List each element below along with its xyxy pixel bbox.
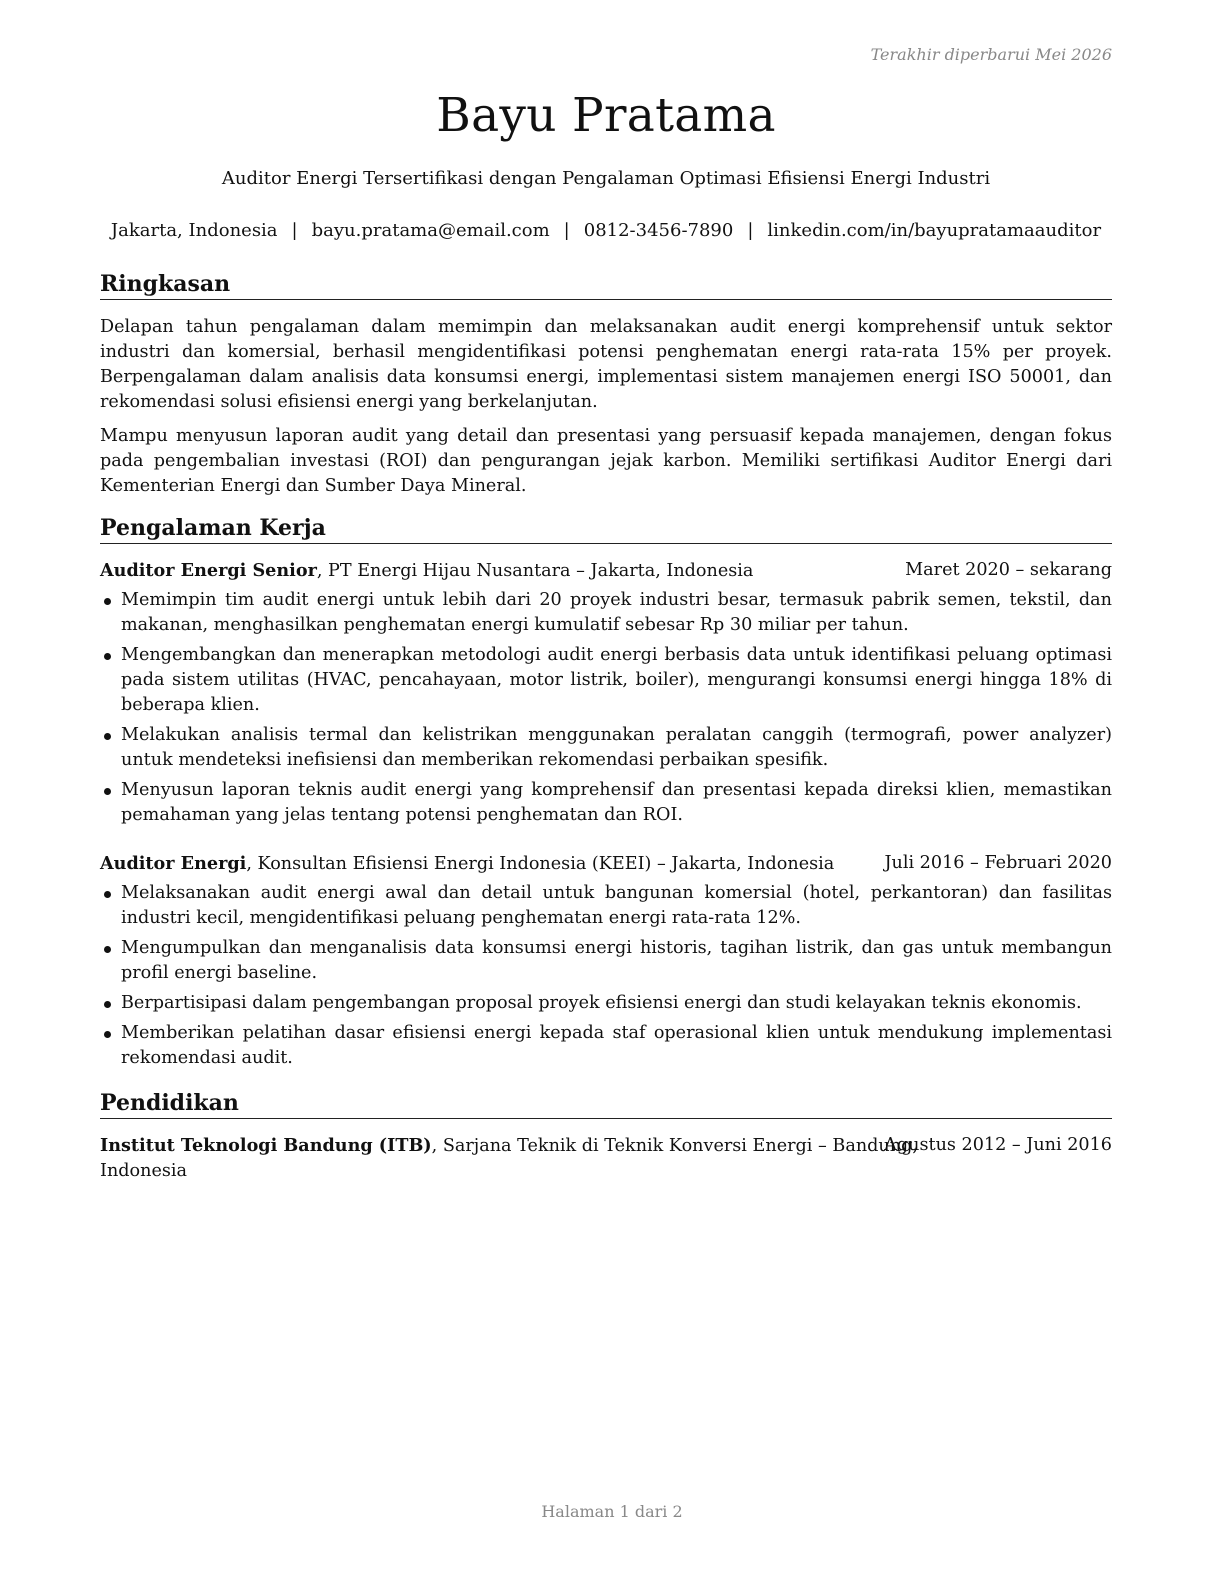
bullet-dot-icon: [104, 733, 111, 740]
bullet-dot-icon: [104, 788, 111, 795]
contact-separator: |: [747, 220, 754, 241]
education-line-2: Indonesia: [100, 1161, 188, 1181]
bullet-item: Mengembangkan dan menerapkan metodologi audit energi berbasis data untuk identifikasi peluang optimasi pada sistem utilitas (HVAC, pencahayaan, motor listrik, boiler), mengurangi konsumsi energi hingga 18% di beberapa klien.: [100, 643, 1112, 718]
summary-paragraph-2: Mampu menyusun laporan audit yang detail dan presentasi yang persuasif kepada manajemen, dengan fokus pada pengembalian investasi (ROI) dan pengurangan jejak karbon. Memiliki sertifikasi Auditor Energi dari Kementerian Energi dan Sumber Daya Mineral.: [100, 426, 1112, 496]
job-organization: , PT Energi Hijau Nusantara – Jakarta, Indonesia: [316, 561, 754, 581]
job-dates: Juli 2016 – Februari 2020: [884, 853, 1112, 873]
bullet-dot-icon: [104, 653, 111, 660]
job-bullets: [100, 588, 1112, 833]
bullet-item: Memimpin tim audit energi untuk lebih dari 20 proyek industri besar, termasuk pabrik semen, tekstil, dan makanan, menghasilkan penghematan energi kumulatif sebesar Rp 30 miliar per tahun.: [100, 588, 1112, 638]
bullet-dot-icon: [104, 1001, 111, 1008]
bullet-item: Menyusun laporan teknis audit energi yang komprehensif dan presentasi kepada direksi klien, memastikan pemahaman yang jelas tentang potensi penghematan dan ROI.: [100, 778, 1112, 828]
bullet-item: Memberikan pelatihan dasar efisiensi energi kepada staf operasional klien untuk mendukung implementasi rekomendasi audit.: [100, 1021, 1112, 1071]
contact-separator: |: [291, 220, 298, 241]
education-entry: [100, 1133, 1112, 1184]
bullet-dot-icon: [104, 598, 111, 605]
contact-email[interactable]: bayu.pratama@email.com: [311, 220, 550, 241]
bullet-dot-icon: [104, 891, 111, 898]
section-title-education: Pendidikan: [100, 1090, 1112, 1119]
candidate-name: Bayu Pratama: [436, 88, 776, 143]
bullet-item: Berpartisipasi dalam pengembangan proposal proyek efisiensi energi dan studi kelayakan teknis ekonomis.: [100, 991, 1112, 1016]
job-header: [100, 558, 1112, 584]
candidate-tagline: Auditor Energi Tersertifikasi dengan Pengalaman Optimasi Efisiensi Energi Industri: [221, 168, 991, 189]
bullet-dot-icon: [104, 1031, 111, 1038]
job-header: [100, 851, 1112, 877]
job-role: Auditor Energi: [100, 853, 247, 874]
contact-separator: |: [563, 220, 570, 241]
job-role: Auditor Energi Senior: [100, 560, 317, 581]
section-title-summary: Ringkasan: [100, 271, 1112, 300]
education-dates: Agustus 2012 – Juni 2016: [884, 1135, 1112, 1155]
summary-paragraph-1: Delapan tahun pengalaman dalam memimpin dan melaksanakan audit energi komprehensif untuk sektor industri dan komersial, berhasil mengidentifikasi potensi penghematan energi rata-rata 15% per proyek. Berpengalaman dalam analisis data konsumsi energi, implementasi sistem manajemen energi ISO 50001, dan rekomendasi solusi efisiensi energi yang berkelanjutan.: [100, 317, 1112, 412]
bullet-item: Mengumpulkan dan menganalisis data konsumsi energi historis, tagihan listrik, dan gas untuk membangun profil energi baseline.: [100, 936, 1112, 986]
contact-line: [100, 220, 1112, 241]
contact-location: Jakarta, Indonesia: [110, 220, 278, 241]
page-number: Halaman 1 dari 2: [541, 1502, 683, 1521]
job-bullets: [100, 881, 1112, 1076]
job-dates: Maret 2020 – sekarang: [905, 560, 1112, 580]
section-title-experience: Pengalaman Kerja: [100, 515, 1112, 544]
school-name: Institut Teknologi Bandung (ITB): [100, 1135, 432, 1156]
contact-phone: 0812-3456-7890: [583, 220, 734, 241]
bullet-dot-icon: [104, 946, 111, 953]
last-updated-note: Terakhir diperbarui Mei 2026: [870, 45, 1112, 64]
contact-linkedin[interactable]: linkedin.com/in/bayupratamaauditor: [767, 220, 1102, 241]
job-organization: , Konsultan Efisiensi Energi Indonesia (KEEI) – Jakarta, Indonesia: [246, 854, 835, 874]
degree-detail: , Sarjana Teknik di Teknik Konversi Energi – Bandung,: [431, 1136, 918, 1156]
bullet-item: Melaksanakan audit energi awal dan detail untuk bangunan komersial (hotel, perkantoran) dan fasilitas industri kecil, mengidentifikasi peluang penghematan energi rata-rata 12%.: [100, 881, 1112, 931]
bullet-item: Melakukan analisis termal dan kelistrikan menggunakan peralatan canggih (termografi, power analyzer) untuk mendeteksi inefisiensi dan memberikan rekomendasi perbaikan spesifik.: [100, 723, 1112, 773]
